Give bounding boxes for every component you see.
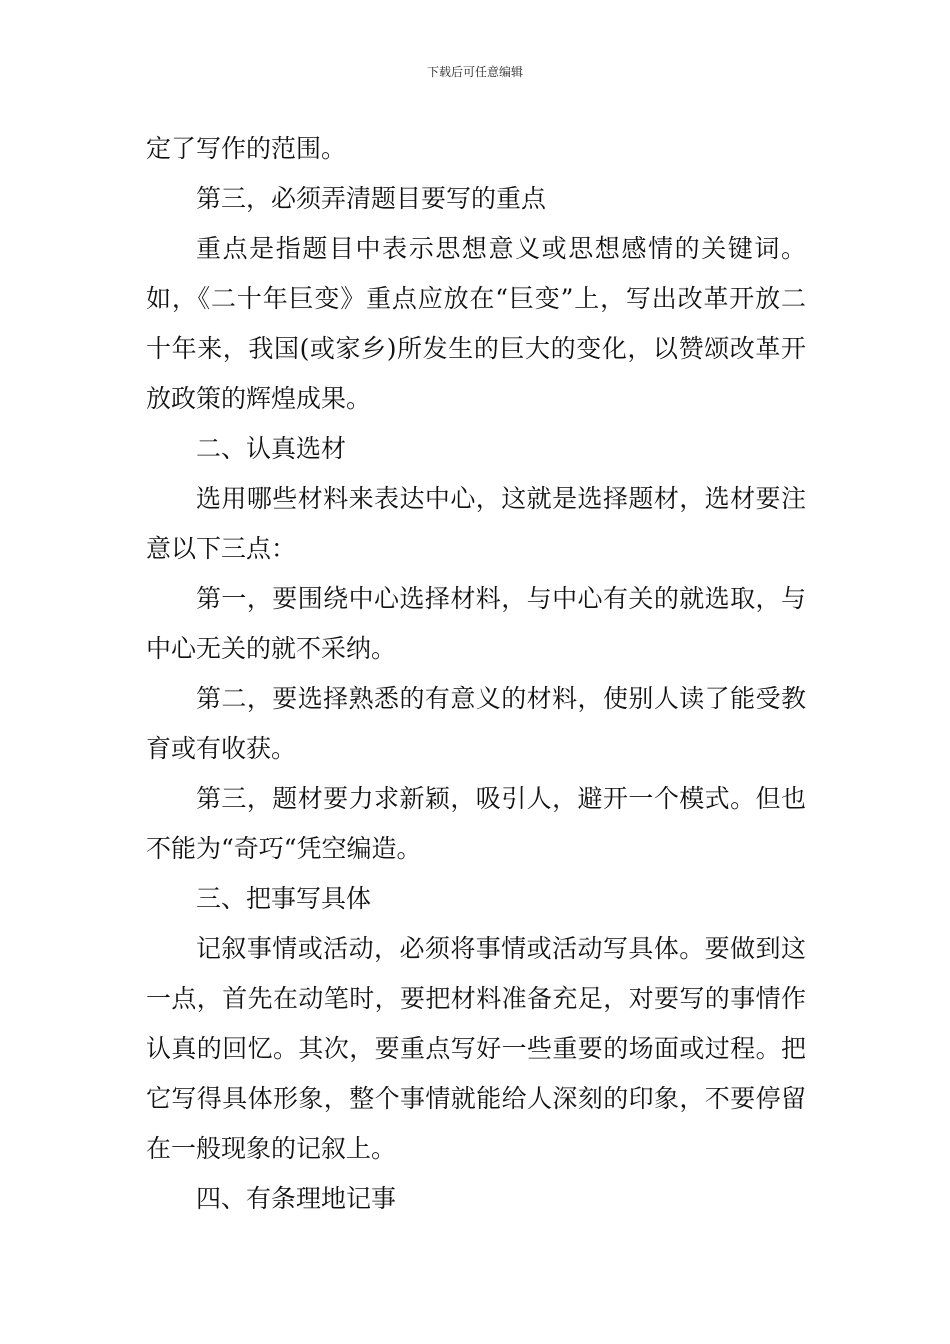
paragraph: 第一，要围绕中心选择材料，与中心有关的就选取，与中心无关的就不采纳。	[146, 584, 806, 663]
paragraph: 第二，要选择熟悉的有意义的材料，使别人读了能受教育或有收获。	[146, 684, 806, 763]
paragraph: 重点是指题目中表示思想意义或思想感情的关键词。如，《二十年巨变》重点应放在“巨变”上，写出改革开放二十年来，我国(或家乡)所发生的巨大的变化，以赞颂改革开放政策的辉煌成果。	[146, 234, 806, 413]
paragraph: 选用哪些材料来表达中心，这就是选择题材，选材要注意以下三点：	[146, 484, 806, 563]
document-body	[146, 124, 806, 1224]
section-heading: 四、有条理地记事	[196, 1184, 397, 1213]
page-header: 下载后可任意编辑	[426, 65, 523, 79]
section-heading: 第三，必须弄清题目要写的重点	[196, 184, 547, 213]
section-heading: 二、认真选材	[196, 434, 347, 463]
paragraph: 记叙事情或活动，必须将事情或活动写具体。要做到这一点，首先在动笔时，要把材料准备充足，对要写的事情作认真的回忆。其次，要重点写好一些重要的场面或过程。把它写得具体形象，整个事情就能给人深刻的印象，不要停留在一般现象的记叙上。	[146, 934, 806, 1163]
paragraph: 第三，题材要力求新颖，吸引人，避开一个模式。但也不能为“奇巧“凭空编造。	[146, 784, 806, 863]
section-heading: 三、把事写具体	[196, 884, 372, 913]
paragraph: 定了写作的范围。	[146, 134, 347, 163]
